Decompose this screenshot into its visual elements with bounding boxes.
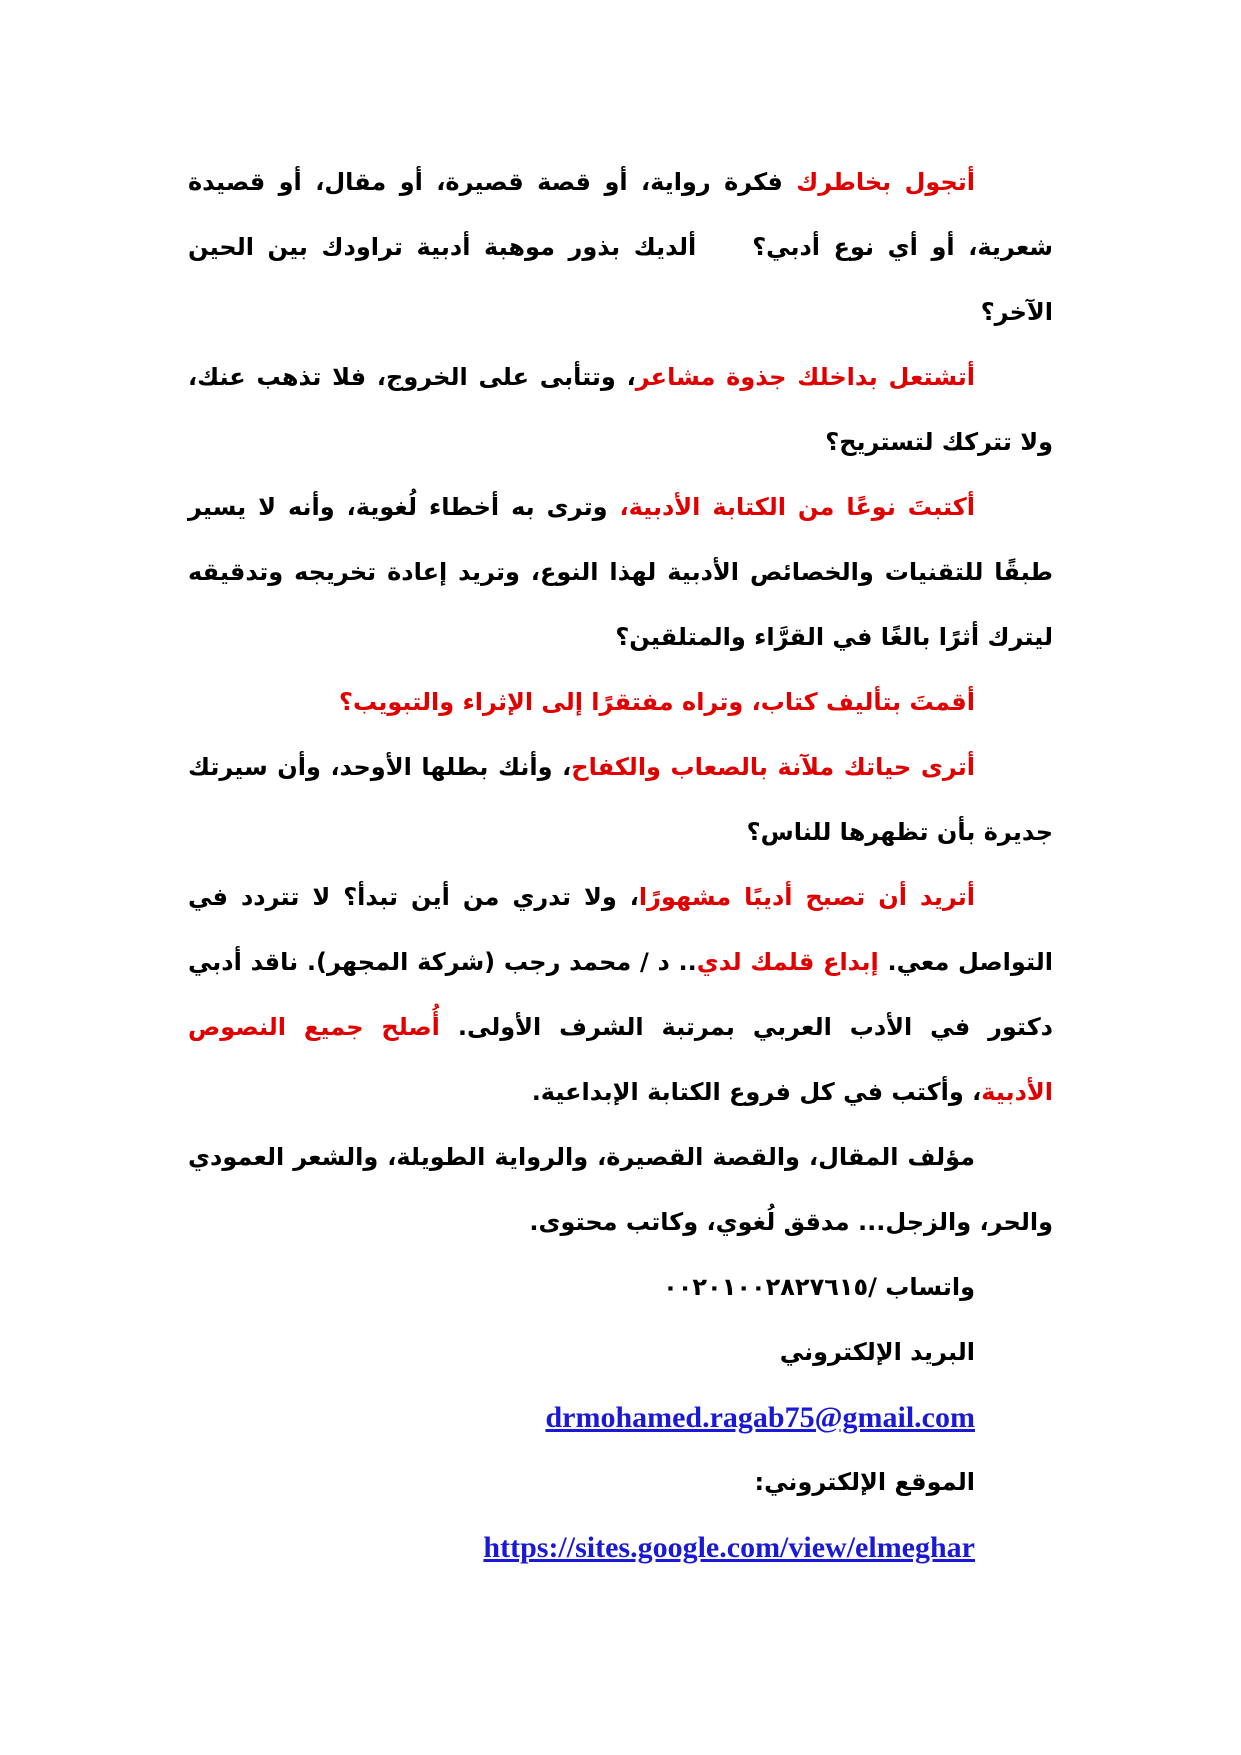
highlight-text: أتشتعل بداخلك جذوة مشاعر	[635, 363, 975, 391]
website-label: الموقع الإلكتروني:	[754, 1468, 975, 1496]
highlight-text: أقمتَ بتأليف كتاب، وتراه مفتقرًا إلى الإثراء والتبويب؟	[339, 688, 975, 716]
paragraph-text: ، وأكتب في كل فروع الكتابة الإبداعية.	[531, 1078, 982, 1106]
paragraph-text: .. د / محمد رجب (شركة المجهر). ناقد أدبي دكتور في الأدب العربي بمرتبة الشرف الأولى.	[188, 948, 1053, 1041]
paragraph-text: فكرة رواية، أو قصة قصيرة، أو مقال، أو قصيدة شعرية، أو أي نوع أدبي؟	[188, 168, 1053, 261]
paragraph-text: ، وأنك بطلها الأوحد، وأن سيرتك جديرة بأن تظهرها للناس؟	[188, 753, 1053, 846]
highlight-text: أتجول بخاطرك	[796, 168, 975, 196]
paragraph-text: ، ولا تدري من أين تبدأ؟ لا تتردد في التواصل معي.	[188, 883, 1053, 976]
paragraph-feelings	[188, 345, 1053, 475]
highlight-text: أكتبتَ نوعًا من الكتابة الأدبية،	[619, 493, 975, 521]
highlight-text: إبداع قلمك لدي	[696, 948, 879, 976]
website-link[interactable]: https://sites.google.com/view/elmeghar	[483, 1531, 975, 1564]
paragraph-literary-idea	[188, 150, 1053, 345]
whatsapp-number: واتساب /٠٠٢٠١٠٠٢٨٢٧٦١٥	[663, 1273, 975, 1301]
highlight-text: أُصلح جميع النصوص الأدبية	[188, 1013, 1053, 1106]
website-link-row	[188, 1515, 1053, 1580]
highlight-text: أتريد أن تصبح أديبًا مشهورًا	[638, 883, 975, 911]
paragraph-text: ، وتتأبى على الخروج، فلا تذهب عنك، ولا تتركك لتستريح؟	[188, 363, 1053, 456]
paragraph-biography	[188, 735, 1053, 865]
paragraph-written-work	[188, 475, 1053, 670]
email-link[interactable]: drmohamed.ragab75@gmail.com	[545, 1401, 975, 1434]
paragraph-author-roles	[188, 1125, 1053, 1255]
paragraph-text: وترى به أخطاء لُغوية، وأنه لا يسير طبقًا للتقنيات والخصائص الأدبية لهذا النوع، وتريد إعادة تخريجه وتدقيقه ليترك أثرًا بالغًا في القرَّاء والمتلقين؟	[188, 493, 1053, 651]
highlight-text: أترى حياتك ملآنة بالصعاب والكفاح	[571, 753, 975, 781]
paragraph-text: ألديك بذور موهبة أدبية تراودك بين الحين الآخر؟	[188, 233, 1053, 326]
email-link-row	[188, 1385, 1053, 1450]
email-label: البريد الإلكتروني	[779, 1338, 975, 1366]
paragraph-contact-me	[188, 865, 1053, 1125]
paragraph-book	[188, 670, 1053, 735]
paragraph-text: مؤلف المقال، والقصة القصيرة، والرواية الطويلة، والشعر العمودي والحر، والزجل... مدقق لُغوي، وكاتب محتوى.	[188, 1143, 1053, 1236]
